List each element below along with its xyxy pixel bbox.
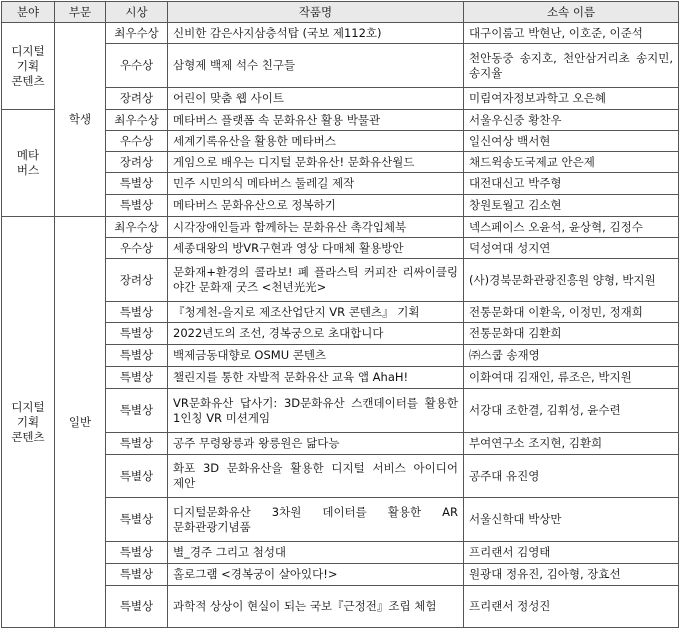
- work-cell: 신비한 감은사지삼층석탑 (국보 제112호): [168, 23, 464, 44]
- affiliation-cell: 서울신학대 박상만: [464, 498, 679, 542]
- award-cell: 특별상: [106, 433, 168, 455]
- field-cell-digital-content-general: 디지털 기획 콘텐츠: [2, 217, 55, 628]
- work-cell: 게임으로 배우는 디지털 문화유산! 문화유산월드: [168, 152, 464, 173]
- affiliation-cell: 이화여대 김재인, 류조은, 박지원: [464, 367, 679, 389]
- award-cell: 특별상: [106, 564, 168, 586]
- award-cell: 특별상: [106, 345, 168, 367]
- header-affiliation-name: 소속 이름: [464, 2, 679, 23]
- affiliation-cell: 공주대 유진영: [464, 455, 679, 498]
- award-cell: 장려상: [106, 152, 168, 173]
- division-cell-student: 학생: [55, 23, 106, 217]
- work-cell: 세종대왕의 방VR구현과 영상 다매체 활용방안: [168, 238, 464, 259]
- affiliation-cell: (사)경북문화관광진흥원 양형, 박지원: [464, 259, 679, 302]
- award-cell: 특별상: [106, 542, 168, 564]
- field-cell-digital-content: 디지털 기획 콘텐츠: [2, 23, 55, 110]
- affiliation-cell: 서울우신중 황찬우: [464, 110, 679, 131]
- work-cell: 화포 3D 문화유산을 활용한 디지털 서비스 아이디어 제안: [168, 455, 464, 498]
- affiliation-cell: 대구이룸고 박현난, 이호준, 이준석: [464, 23, 679, 44]
- affiliation-cell: 넥스페이스 오윤석, 윤상혁, 김정수: [464, 217, 679, 238]
- work-cell: 공주 무령왕릉과 왕릉원은 닮다능: [168, 433, 464, 455]
- table-row: [2, 217, 679, 238]
- affiliation-cell: 부여연구소 조지현, 김환희: [464, 433, 679, 455]
- award-cell: 우수상: [106, 44, 168, 88]
- header-work-title: 작품명: [168, 2, 464, 23]
- work-cell: 문화재+환경의 콜라보! 폐 플라스틱 커피잔 리싸이클링 야간 문화재 굿즈 <천년光光>: [168, 259, 464, 302]
- affiliation-cell: 덕성여대 성지연: [464, 238, 679, 259]
- work-cell: 『청계천-을지로 제조산업단지 VR 콘텐츠』 기획: [168, 302, 464, 323]
- affiliation-cell: 채드윅송도국제교 안은제: [464, 152, 679, 173]
- affiliation-cell: 전통문화대 이환욱, 이정민, 정재희: [464, 302, 679, 323]
- affiliation-cell: 서강대 조한결, 김휘성, 윤수련: [464, 389, 679, 433]
- work-cell: 삼형제 백제 석수 친구들: [168, 44, 464, 88]
- affiliation-cell: 창원토월고 김소현: [464, 195, 679, 217]
- field-cell-metaverse: 메타 버스: [2, 110, 55, 217]
- work-cell: 별_경주 그리고 첨성대: [168, 542, 464, 564]
- award-results-table: [1, 1, 679, 628]
- work-cell: 메타버스 문화유산으로 정복하기: [168, 195, 464, 217]
- table-header-row: [2, 2, 679, 23]
- work-cell: 어린이 맞춤 웹 사이트: [168, 88, 464, 110]
- award-cell: 특별상: [106, 173, 168, 195]
- work-cell: VR문화유산 답사기: 3D문화유산 스캔데이터를 활용한 1인칭 VR 미션게임: [168, 389, 464, 433]
- award-cell: 특별상: [106, 498, 168, 542]
- division-cell-general: 일반: [55, 217, 106, 628]
- affiliation-cell: 프리랜서 김영태: [464, 542, 679, 564]
- award-cell: 장려상: [106, 88, 168, 110]
- work-cell: 디지털문화유산 3차원 데이터를 활용한 AR 문화관광기념품: [168, 498, 464, 542]
- award-cell: 특별상: [106, 195, 168, 217]
- table-row: [2, 23, 679, 44]
- affiliation-cell: 프리랜서 정성진: [464, 586, 679, 628]
- award-cell: 특별상: [106, 586, 168, 628]
- award-cell: 우수상: [106, 131, 168, 152]
- affiliation-cell: 대전대신고 박주형: [464, 173, 679, 195]
- award-cell: 최우수상: [106, 110, 168, 131]
- award-cell: 최우수상: [106, 23, 168, 44]
- work-cell: 메타버스 플랫폼 속 문화유산 활용 박물관: [168, 110, 464, 131]
- award-cell: 장려상: [106, 259, 168, 302]
- work-cell: 홀로그램 <경복궁이 살아있다!>: [168, 564, 464, 586]
- affiliation-cell: 미림여자정보과학고 오은혜: [464, 88, 679, 110]
- work-cell: 세계기록유산을 활용한 메타버스: [168, 131, 464, 152]
- award-cell: 최우수상: [106, 217, 168, 238]
- affiliation-cell: 일신여상 백서현: [464, 131, 679, 152]
- award-cell: 특별상: [106, 323, 168, 345]
- award-cell: 특별상: [106, 302, 168, 323]
- affiliation-cell: 원광대 정유진, 김아형, 장효선: [464, 564, 679, 586]
- award-cell: 특별상: [106, 389, 168, 433]
- affiliation-cell: 전통문화대 김환희: [464, 323, 679, 345]
- work-cell: 백제금동대향로 OSMU 콘텐츠: [168, 345, 464, 367]
- award-cell: 특별상: [106, 455, 168, 498]
- affiliation-cell: 천안동중 송지호, 천안삼거리초 송지민, 송지율: [464, 44, 679, 88]
- work-cell: 민주 시민의식 메타버스 둘레길 제작: [168, 173, 464, 195]
- work-cell: 챌린지를 통한 자발적 문화유산 교육 앱 AhaH!: [168, 367, 464, 389]
- header-field: 분야: [2, 2, 55, 23]
- award-cell: 우수상: [106, 238, 168, 259]
- award-cell: 특별상: [106, 367, 168, 389]
- work-cell: 2022년도의 조선, 경복궁으로 초대합니다: [168, 323, 464, 345]
- header-award: 시상: [106, 2, 168, 23]
- work-cell: 과학적 상상이 현실이 되는 국보『근정전』조립 체험: [168, 586, 464, 628]
- header-division: 부문: [55, 2, 106, 23]
- affiliation-cell: ㈜스쿱 송재영: [464, 345, 679, 367]
- work-cell: 시각장애인들과 함께하는 문화유산 촉각입체북: [168, 217, 464, 238]
